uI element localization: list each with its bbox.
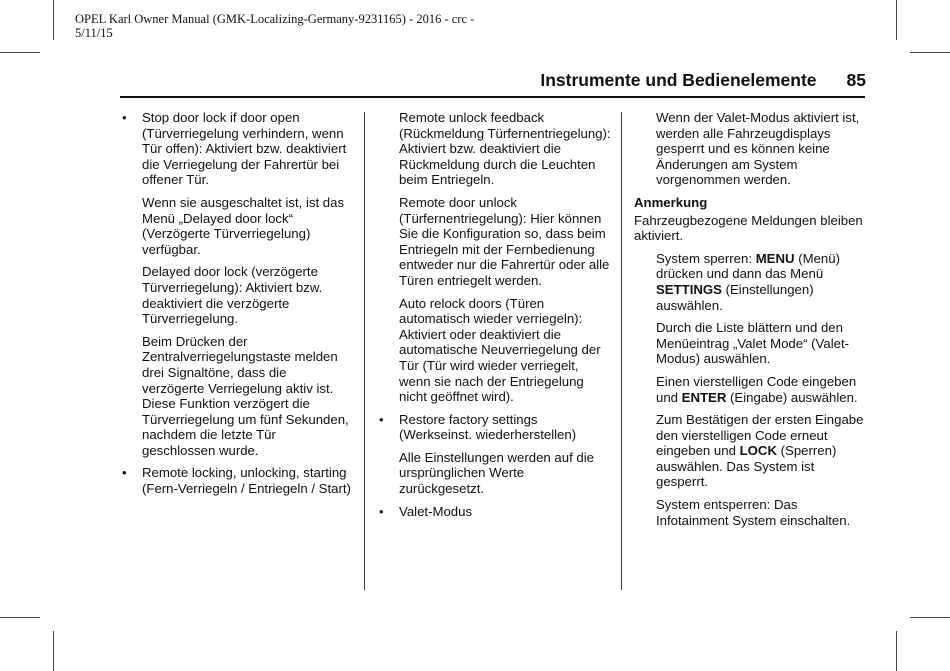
note-text: Fahrzeugbezogene Meldungen bleiben aktiviert. bbox=[634, 212, 863, 244]
running-header bbox=[450, 70, 866, 91]
crop-mark bbox=[0, 617, 40, 618]
bullet-icon: • bbox=[122, 110, 127, 125]
bullet-item bbox=[120, 465, 352, 496]
section-title: Instrumente und Bedienelemente bbox=[540, 70, 817, 90]
meta-line-1: OPEL Karl Owner Manual (GMK-Localizing-Germany-9231165) - 2016 - crc - bbox=[75, 12, 475, 26]
crop-mark bbox=[53, 0, 54, 40]
paragraph bbox=[634, 374, 866, 405]
paragraph bbox=[634, 251, 866, 313]
bullet-icon: • bbox=[122, 465, 127, 481]
text-run: System sperren: bbox=[656, 250, 756, 266]
text-run: Einen vierstelligen Code eingeben und bbox=[656, 373, 857, 405]
text-run: (Einstellungen) auswählen. bbox=[656, 281, 814, 313]
header-rule bbox=[120, 96, 865, 98]
column-2 bbox=[377, 110, 612, 526]
lock-keyword: LOCK bbox=[739, 443, 777, 459]
document-meta bbox=[75, 12, 515, 40]
column-1 bbox=[120, 110, 352, 504]
bullet-text: Restore factory settings (Werkseinst. wiederherstellen) bbox=[399, 411, 577, 443]
paragraph: Delayed door lock (verzögerte Türverriegelung): Aktiviert bzw. deaktiviert die verzögerte Türverriegelung. bbox=[142, 264, 323, 327]
paragraph: System entsperren: Das Infotainment System einschalten. bbox=[656, 497, 851, 528]
bullet-text: Stop door lock if door open (Türverriegelung verhindern, wenn Tür offen): Aktiviert bzw. deaktiviert die Verriegelung der Fahrertür bei offener Tür. bbox=[142, 110, 347, 188]
text-run: (Menü) drücken und dann das Menü bbox=[656, 250, 840, 282]
enter-keyword: ENTER bbox=[681, 389, 727, 405]
bullet-icon: • bbox=[379, 411, 384, 427]
bullet-icon: • bbox=[379, 503, 384, 519]
text-run: (Sperren) auswählen. Das System ist gesperrt. bbox=[656, 443, 837, 490]
paragraph: Alle Einstellungen werden auf die ursprünglichen Werte zurückgesetzt. bbox=[399, 449, 595, 497]
menu-keyword: MENU bbox=[755, 250, 795, 266]
crop-mark bbox=[896, 631, 897, 671]
column-divider bbox=[364, 112, 365, 590]
text-run: (Eingabe) auswählen. bbox=[726, 389, 858, 405]
paragraph: Remote door unlock (Türfernentriegelung): Hier können Sie die Konfiguration so, dass beim Entriegeln mit der Fernbedienung entweder nur die Fahrertür oder alle Türen entriegelt werden. bbox=[399, 194, 610, 288]
crop-mark bbox=[910, 617, 950, 618]
bullet-item bbox=[120, 110, 352, 188]
column-3 bbox=[634, 110, 866, 535]
bullet-text: Remote locking, unlocking, starting (Fern-Verriegeln / Entriegeln / Start) bbox=[142, 465, 351, 497]
settings-keyword: SETTINGS bbox=[656, 281, 722, 297]
crop-mark bbox=[896, 0, 897, 40]
bullet-item bbox=[377, 412, 612, 443]
bullet-text: Valet-Modus bbox=[399, 503, 473, 519]
meta-line-2: 5/11/15 bbox=[75, 26, 113, 40]
crop-mark bbox=[53, 631, 54, 671]
paragraph: Durch die Liste blättern und den Menüeintrag „Valet Mode“ (Valet-Modus) auswählen. bbox=[656, 320, 850, 367]
paragraph: Auto relock doors (Türen automatisch wieder verriegeln): Aktiviert oder deaktiviert die automatische Neuverriegelung der Tür (Tür wird wieder verriegelt, wenn sie nach der Entriegelung nicht geöffnet wird). bbox=[399, 295, 601, 405]
paragraph: Beim Drücken der Zentralverriegelungstaste melden drei Signaltöne, dass die verzögerte Verriegelung aktiv ist. Diese Funktion verzögert die Türverriegelung um fünf Sekunden, nachdem die letzte Tür geschlossen wurde. bbox=[142, 333, 349, 458]
paragraph: Wenn der Valet-Modus aktiviert ist, werden alle Fahrzeugdisplays gesperrt und es können keine Änderungen am System vorgenommen werden. bbox=[656, 110, 860, 188]
crop-mark bbox=[910, 52, 950, 53]
paragraph bbox=[634, 412, 866, 490]
paragraph: Wenn sie ausgeschaltet ist, ist das Menü „Delayed door lock“ (Verzögerte Türverriegelung) verfügbar. bbox=[142, 194, 345, 257]
page-number: 85 bbox=[846, 70, 866, 90]
paragraph: Remote unlock feedback (Rückmeldung Türfernentriegelung): Aktiviert bzw. deaktiviert die Rückmeldung durch die Leuchten beim Entriegeln. bbox=[399, 110, 611, 188]
note-heading: Anmerkung bbox=[634, 194, 708, 210]
text-run: Zum Bestätigen der ersten Eingabe den vierstelligen Code erneut eingeben und bbox=[656, 412, 864, 459]
bullet-item bbox=[377, 504, 612, 520]
column-divider bbox=[621, 112, 622, 590]
crop-mark bbox=[0, 52, 40, 53]
